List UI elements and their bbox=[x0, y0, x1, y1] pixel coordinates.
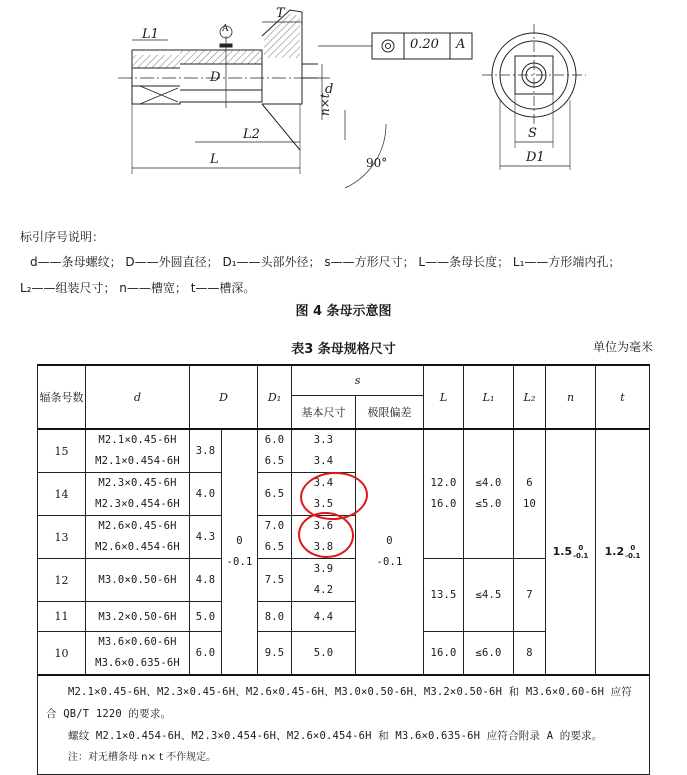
label-d1: D1 bbox=[526, 150, 545, 165]
label-angle: 90° bbox=[366, 156, 388, 170]
cell-d: M2.3×0.45-6H bbox=[98, 477, 177, 489]
header-n: n bbox=[546, 365, 596, 429]
table-row bbox=[38, 429, 650, 473]
cell-L1: ≤4.0 bbox=[475, 477, 502, 489]
cell-L2: 6 bbox=[526, 477, 533, 489]
cell-n-tol-lo: -0.1 bbox=[573, 552, 589, 560]
cell-L: 13.5 bbox=[424, 559, 464, 632]
cell-d: M2.6×0.454-6H bbox=[95, 541, 180, 553]
cell-s: 3.8 bbox=[313, 541, 334, 553]
cell-L1: ≤5.0 bbox=[475, 498, 502, 510]
cell-D: 4.8 bbox=[190, 559, 222, 602]
header-D: D bbox=[190, 365, 258, 429]
note-line-3: 螺纹 M2.1×0.454-6H、M2.3×0.454-6H、M2.6×0.454-6H 和 M3.6×0.635-6H 应符合附录 A 的要求。 bbox=[68, 730, 603, 742]
cell-t-tol-lo: -0.1 bbox=[625, 552, 641, 560]
cell-D: 4.0 bbox=[190, 473, 222, 516]
cell-s: 3.3 bbox=[313, 434, 334, 446]
cell-s: 5.0 bbox=[292, 632, 356, 676]
cell-D-tol-up: 0 bbox=[236, 535, 243, 547]
unit-note: 单位为毫米 bbox=[592, 340, 653, 354]
cell-s-tol-up: 0 bbox=[386, 535, 393, 547]
cell-s-tol-lo: -0.1 bbox=[376, 556, 403, 568]
cell-D1: 7.5 bbox=[258, 559, 292, 602]
header-L2: L₂ bbox=[514, 365, 546, 429]
table-caption: 表3 条母规格尺寸 bbox=[291, 342, 396, 357]
cell-L1: ≤4.5 bbox=[464, 559, 514, 632]
cell-L2: 8 bbox=[514, 632, 546, 676]
label-l: L bbox=[210, 152, 219, 167]
cell-no: 12 bbox=[38, 559, 86, 602]
header-s-tol: 极限偏差 bbox=[356, 395, 424, 429]
frame-datum: A bbox=[456, 37, 466, 52]
cell-D1: 8.0 bbox=[258, 602, 292, 632]
cell-D: 4.3 bbox=[190, 516, 222, 559]
label-s: S bbox=[528, 126, 537, 141]
header-L: L bbox=[424, 365, 464, 429]
header-D1: D₁ bbox=[258, 365, 292, 429]
label-t: T bbox=[276, 6, 285, 21]
front-view bbox=[482, 24, 586, 170]
cell-d: M2.6×0.45-6H bbox=[98, 520, 177, 532]
header-s: s bbox=[292, 365, 424, 395]
nipple-drawing bbox=[0, 0, 687, 210]
label-d-outer: D bbox=[210, 70, 221, 85]
cell-no: 11 bbox=[38, 602, 86, 632]
spec-table bbox=[37, 364, 650, 775]
frame-tolerance-value: 0.20 bbox=[410, 37, 439, 52]
label-l2: L2 bbox=[243, 127, 260, 142]
cell-no: 15 bbox=[38, 429, 86, 473]
cell-no: 13 bbox=[38, 516, 86, 559]
cell-L: 12.0 bbox=[430, 477, 457, 489]
legend-title: 标引序号说明： bbox=[20, 230, 105, 244]
cell-L: 16.0 bbox=[424, 632, 464, 676]
cell-s: 3.5 bbox=[313, 498, 334, 510]
header-s-basic: 基本尺寸 bbox=[292, 395, 356, 429]
table-notes-row bbox=[38, 675, 650, 775]
note-line-2: 合 QB/T 1220 的要求。 bbox=[46, 708, 172, 720]
cell-D1: 7.0 bbox=[264, 520, 285, 532]
note-line-1: M2.1×0.45-6H、M2.3×0.45-6H、M2.6×0.45-6H、M3.0×0.50-6H、M3.2×0.50-6H 和 M3.6×0.60-6H 应符 bbox=[68, 686, 633, 698]
cell-n-tol-up: 0 bbox=[578, 544, 584, 552]
cell-D1: 6.5 bbox=[258, 473, 292, 516]
cell-D1: 6.5 bbox=[264, 455, 285, 467]
cell-t: 1.2 bbox=[604, 545, 625, 558]
header-L1: L₁ bbox=[464, 365, 514, 429]
cell-s: 4.2 bbox=[313, 584, 334, 596]
cell-d: M2.1×0.45-6H bbox=[98, 434, 177, 446]
cell-s: 3.9 bbox=[313, 563, 334, 575]
cell-L: 16.0 bbox=[430, 498, 457, 510]
legend-line-2: L₂——组装尺寸； n——槽宽； t——槽深。 bbox=[20, 281, 256, 295]
cell-s: 3.4 bbox=[313, 455, 334, 467]
cell-d: M3.0×0.50-6H bbox=[86, 559, 190, 602]
cell-d: M2.3×0.454-6H bbox=[95, 498, 180, 510]
cell-D: 5.0 bbox=[190, 602, 222, 632]
cell-D: 6.0 bbox=[190, 632, 222, 676]
cell-n: 1.5 bbox=[552, 545, 573, 558]
cell-no: 10 bbox=[38, 632, 86, 676]
cell-D1: 6.5 bbox=[264, 541, 285, 553]
cell-t-tol-up: 0 bbox=[630, 544, 636, 552]
cell-D: 3.8 bbox=[190, 429, 222, 473]
label-datum-a: A bbox=[222, 24, 229, 34]
figure-caption: 图 4 条母示意图 bbox=[295, 304, 392, 319]
label-d-thread: d bbox=[325, 82, 334, 97]
cell-s: 4.4 bbox=[292, 602, 356, 632]
header-d: d bbox=[86, 365, 190, 429]
cell-L2: 10 bbox=[522, 498, 537, 510]
cell-L2: 7 bbox=[514, 559, 546, 632]
header-t: t bbox=[596, 365, 650, 429]
cell-d: M3.2×0.50-6H bbox=[86, 602, 190, 632]
cell-L1: ≤6.0 bbox=[464, 632, 514, 676]
note-line-4: 注：对无槽条母 n× t 不作规定。 bbox=[68, 752, 217, 763]
cell-s: 3.6 bbox=[313, 520, 334, 532]
cell-d: M3.6×0.60-6H bbox=[98, 636, 177, 648]
label-l1: L1 bbox=[142, 27, 159, 42]
cell-no: 14 bbox=[38, 473, 86, 516]
label-nxt: n×t bbox=[318, 93, 332, 116]
cell-s: 3.4 bbox=[313, 477, 334, 489]
cell-D1: 9.5 bbox=[258, 632, 292, 676]
cell-D-tol-lo: -0.1 bbox=[226, 556, 253, 568]
cell-d: M2.1×0.454-6H bbox=[95, 455, 180, 467]
cell-D1: 6.0 bbox=[264, 434, 285, 446]
cell-d: M3.6×0.635-6H bbox=[95, 657, 180, 669]
header-spoke-no: 辐条号数 bbox=[38, 365, 86, 429]
legend-line-1: d——条母螺纹； D——外圆直径； D₁——头部外径； s——方形尺寸； L——条母长度； L₁——方形端内孔； bbox=[30, 255, 621, 269]
